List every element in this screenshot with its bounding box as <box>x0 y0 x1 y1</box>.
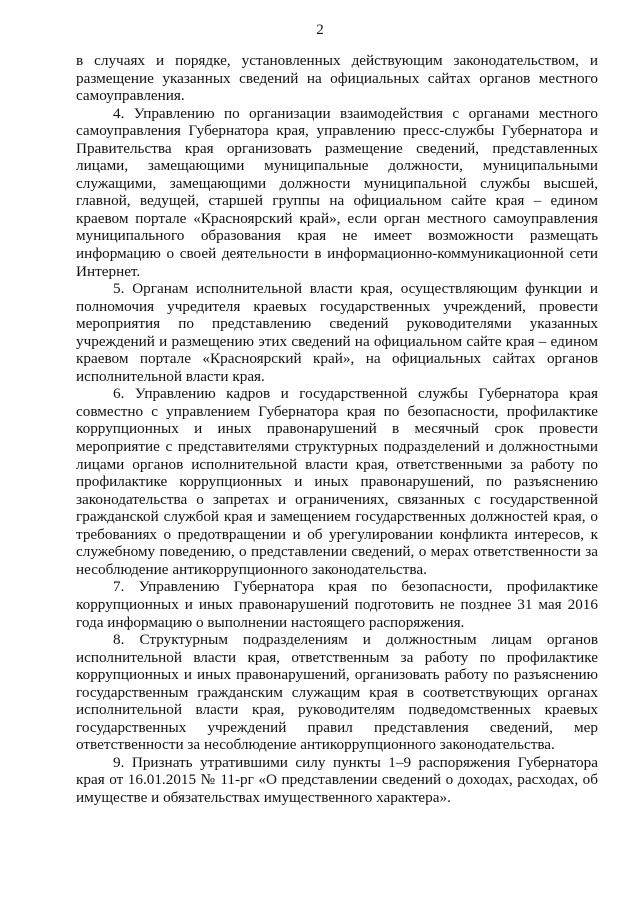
document-body <box>76 52 598 807</box>
paragraph-item-5: 5. Органам исполнительной власти края, осуществляющим функции и полномочия учредителя краевых государственных учреждений, провести мероприятия по представлению сведений руководителями указанных учреждений и размещению этих сведений на официальном сайте края – едином краевом портале «Красноярский край», на официальных сайтах органов исполнительной власти края. <box>76 280 598 385</box>
paragraph-item-6: 6. Управлению кадров и государственной службы Губернатора края совместно с управлением Губернатора края по безопасности, профилактике коррупционных и иных правонарушений в месячный срок провести мероприятие с представителями структурных подразделений и должностными лицами органов исполнительной власти края, ответственными за работу по профилактике коррупционных и иных правонарушений, по разъяснению законодательства о запретах и ограничениях, связанных с государственной гражданской службой края и замещением государственных должностей края, о требованиях о предотвращении и об урегулировании конфликта интересов, к служебному поведению, о представлении сведений, о мерах ответственности за несоблюдение антикоррупционного законодательства. <box>76 385 598 578</box>
paragraph-item-8: 8. Структурным подразделениям и должностным лицам органов исполнительной власти края, ответственным за работу по профилактике коррупционных и иных правонарушений, организовать работу по разъяснению государственным гражданским служащим края в соответствующих органах исполнительной власти края, руководителям подведомственных краевых государственных учреждений правил представления сведений, мер ответственности за несоблюдение антикоррупционного законодательства. <box>76 631 598 754</box>
paragraph-item-4: 4. Управлению по организации взаимодействия с органами местного самоуправления Губернатора края, управлению пресс-службы Губернатора и Правительства края организовать размещение сведений, представленных лицами, замещающими муниципальные должности, муниципальными служащими, замещающими должности муниципальной службы высшей, главной, ведущей, старшей группы на официальном сайте края – едином краевом портале «Красноярский край», если орган местного самоуправления муниципального образования края не имеет возможности размещать информацию о своей деятельности в информационно-коммуникационной сети Интернет. <box>76 104 598 280</box>
paragraph-item-9: 9. Признать утратившими силу пункты 1–9 распоряжения Губернатора края от 16.01.2015 № 11-рг «О представлении сведений о доходах, расходах, об имуществе и обязательствах имущественного характера». <box>76 753 598 806</box>
paragraph-item-7: 7. Управлению Губернатора края по безопасности, профилактике коррупционных и иных правонарушений подготовить не позднее 31 мая 2016 года информацию о выполнении настоящего распоряжения. <box>76 578 598 631</box>
paragraph-continuation: в случаях и порядке, установленных действующим законодательством, и размещение указанных сведений на официальных сайтах органов местного самоуправления. <box>76 52 598 105</box>
page-number: 2 <box>316 22 324 38</box>
